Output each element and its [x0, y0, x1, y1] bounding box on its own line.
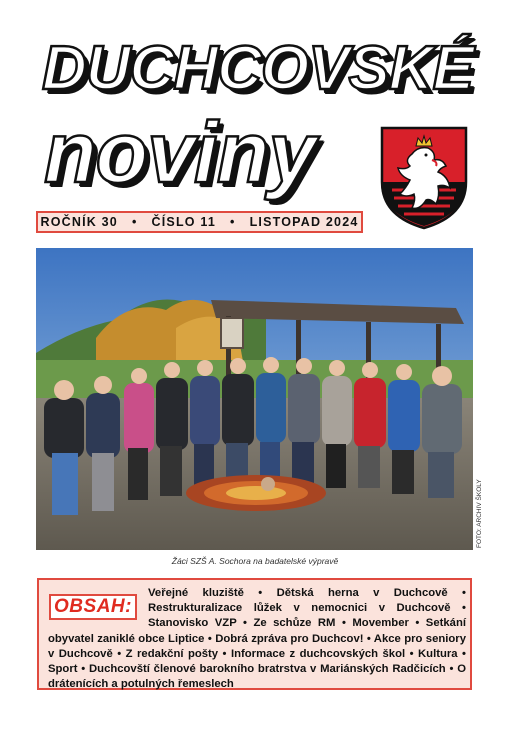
issue-info-bar: [36, 211, 363, 233]
photo-caption: Žáci SZŠ A. Sochora na badatelské výpravě: [171, 556, 339, 566]
cover-photo: [36, 248, 473, 550]
contents-text: Veřejné kluziště • Dětská herna v Duchcově • Restrukturalizace lůžek v nemocnici v Duchcově • Stanovisko VZP • Ze schůze RM • Movember • Setkání obyvatel zaniklé obce Liptice • Dobrá zpráva pro Duchcov! • Akce pro seniory v Duchcově • Z redakční pošty • Informace z duchcovských škol • Kultura • Sport • Duchcovští členové barokního bratrstva v Mariánských Radčicích • O drátenících a potulných řemeslech: [48, 587, 466, 691]
contents-box: [37, 578, 472, 690]
cover-photo-illustration: [36, 248, 473, 550]
volume-label: ROČNÍK 30: [40, 215, 118, 229]
issue-date-label: LISTOPAD 2024: [249, 215, 359, 229]
newspaper-title-line1: DUCHCOVSKÉ: [42, 34, 473, 103]
issue-number-label: ČÍSLO 11: [151, 215, 217, 229]
contents-label: OBSAH:: [49, 594, 137, 620]
separator-dot: •: [131, 215, 138, 229]
newspaper-title-line2: noviny: [44, 105, 316, 201]
separator-dot: •: [230, 215, 236, 229]
photo-credit: FOTO: ARCHIV ŠKOLY: [476, 479, 483, 548]
lion-coat-of-arms-icon: [378, 124, 470, 230]
